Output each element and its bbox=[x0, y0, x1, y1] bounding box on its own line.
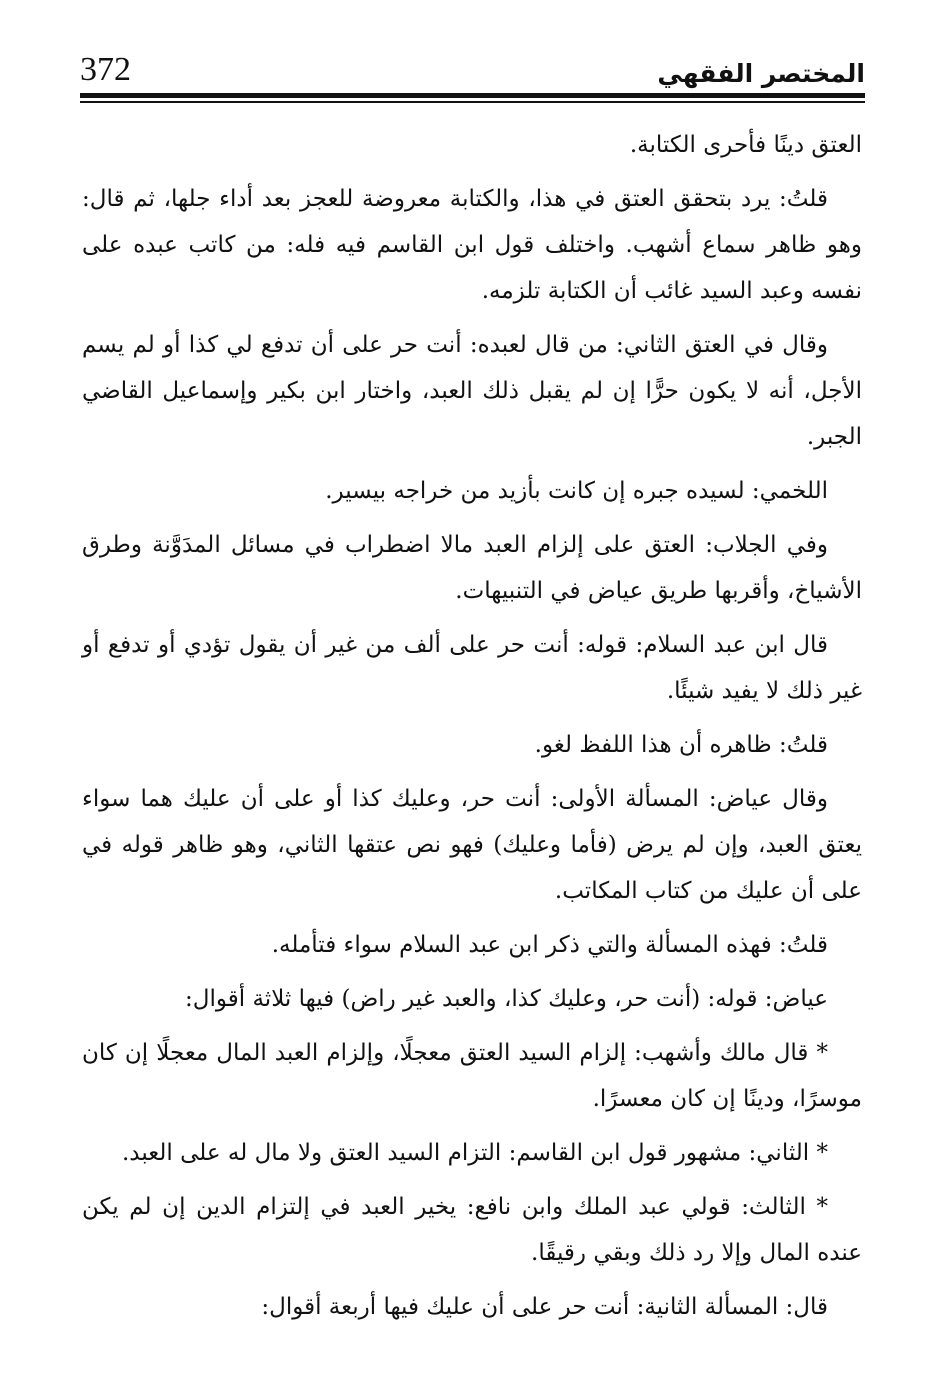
paragraph: * الثاني: مشهور قول ابن القاسم: التزام السيد العتق ولا مال له على العبد. bbox=[121, 1140, 828, 1166]
page-number: 372 bbox=[80, 51, 131, 88]
book-title: المختصر الفقهي bbox=[657, 59, 865, 88]
paragraph: العتق دينًا فأحرى الكتابة. bbox=[629, 132, 862, 158]
paragraph: اللخمي: لسيده جبره إن كانت بأزيد من خراجه بيسير. bbox=[325, 478, 828, 504]
paragraph: قلتُ: ظاهره أن هذا اللفظ لغو. bbox=[534, 732, 828, 758]
paragraph: وفي الجلاب: العتق على إلزام العبد مالا اضطراب في مسائل المدَوَّنة وطرق الأشياخ، وأقربها طريق عياض في التنبيهات. bbox=[82, 532, 862, 604]
paragraph: قلتُ: يرد بتحقق العتق في هذا، والكتابة معروضة للعجز بعد أداء جلها، ثم قال: وهو ظاهر سماع أشهب. واختلف قول ابن القاسم فيه فله: من كاتب عبده على نفسه وعبد السيد غائب أن الكتابة تلزمه. bbox=[82, 186, 862, 304]
header-rule-thick bbox=[80, 93, 865, 98]
paragraph: قلتُ: فهذه المسألة والتي ذكر ابن عبد السلام سواء فتأمله. bbox=[271, 932, 828, 958]
header-rule-thin bbox=[80, 101, 865, 103]
paragraph: * الثالث: قولي عبد الملك وابن نافع: يخير العبد في إلتزام الدين إن لم يكن عنده المال وإلا رد ذلك وبقي رقيقًا. bbox=[82, 1194, 862, 1266]
body-text bbox=[82, 122, 862, 1338]
paragraph: قال ابن عبد السلام: قوله: أنت حر على ألف من غير أن يقول تؤدي أو تدفع أو غير ذلك لا يفيد شيئًا. bbox=[82, 632, 862, 704]
paragraph: قال: المسألة الثانية: أنت حر على أن عليك فيها أربعة أقوال: bbox=[261, 1294, 828, 1320]
page-header bbox=[80, 40, 865, 96]
paragraph: عياض: قوله: (أنت حر، وعليك كذا، والعبد غير راض) فيها ثلاثة أقوال: bbox=[185, 986, 828, 1012]
paragraph: وقال في العتق الثاني: من قال لعبده: أنت حر على أن تدفع لي كذا أو لم يسم الأجل، أنه لا يكون حرًّا إن لم يقبل ذلك العبد، واختار ابن بكير وإسماعيل القاضي الجبر. bbox=[82, 332, 862, 450]
paragraph: وقال عياض: المسألة الأولى: أنت حر، وعليك كذا أو على أن عليك هما سواء يعتق العبد، وإن لم يرض (فأما وعليك) فهو نص عتقها الثاني، وهو ظاهر قوله في على أن عليك من كتاب المكاتب. bbox=[82, 786, 862, 904]
paragraph: * قال مالك وأشهب: إلزام السيد العتق معجلًا، وإلزام العبد المال معجلًا إن كان موسرًا، ودينًا إن كان معسرًا. bbox=[82, 1040, 862, 1112]
